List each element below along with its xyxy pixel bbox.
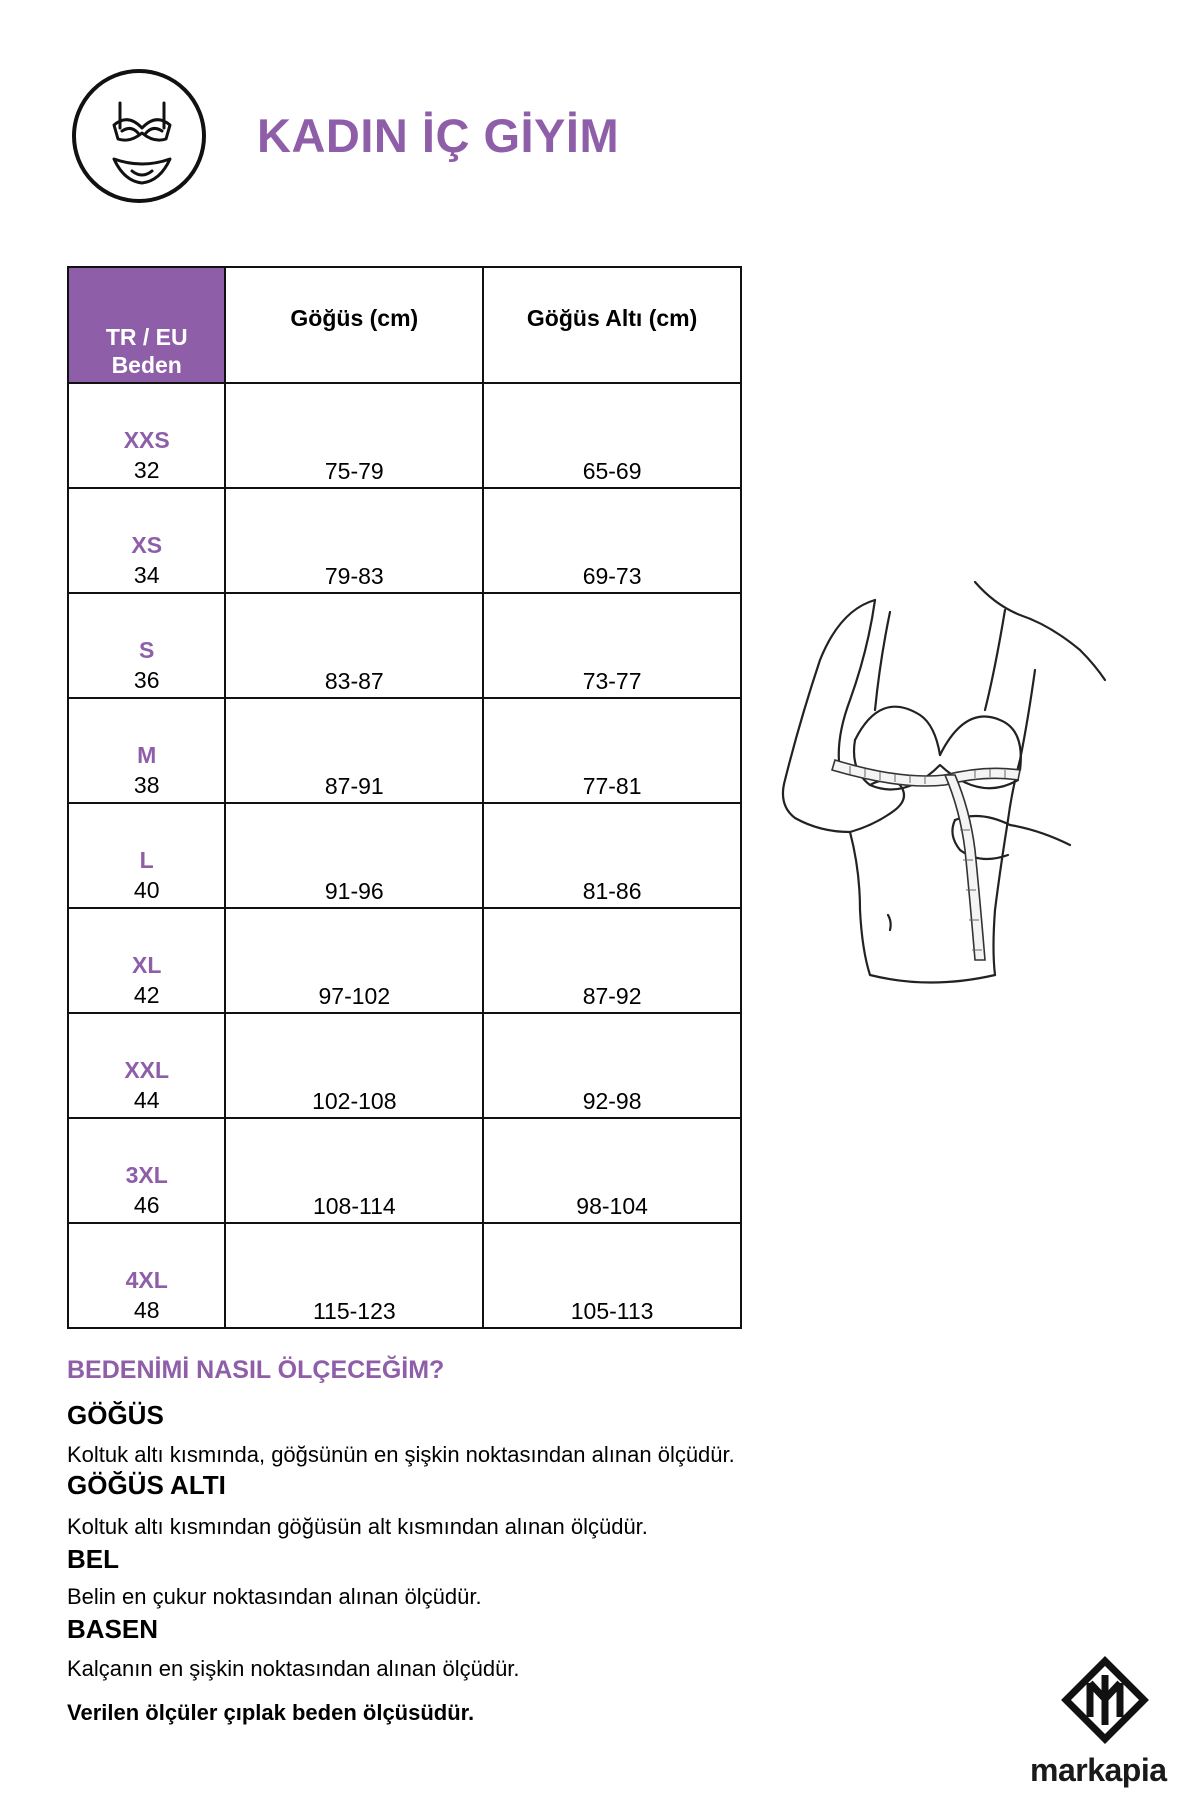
size-label: 3XL <box>125 1162 168 1188</box>
underbust-cell: 65-69 <box>483 383 741 488</box>
table-row <box>68 803 741 908</box>
lingerie-icon <box>72 69 206 203</box>
underbust-column-header: Göğüs Altı (cm) <box>483 267 741 383</box>
brand-logo-icon <box>1060 1655 1150 1750</box>
size-cell <box>68 488 225 593</box>
size-label: S <box>139 637 155 663</box>
chest-cell: 75-79 <box>225 383 483 488</box>
underbust-cell: 73-77 <box>483 593 741 698</box>
desc-waist: Belin en çukur noktasından alınan ölçüdür. <box>67 1584 482 1609</box>
size-label: 4XL <box>125 1267 168 1293</box>
underbust-cell: 77-81 <box>483 698 741 803</box>
size-column-header <box>68 267 225 383</box>
table-row <box>68 1013 741 1118</box>
howto-title: BEDENİMİ NASIL ÖLÇECEĞİM? <box>67 1356 445 1384</box>
table-header-row <box>68 267 741 383</box>
term-waist: BEL <box>67 1544 119 1574</box>
term-chest: GÖĞÜS <box>67 1400 164 1430</box>
underbust-cell: 87-92 <box>483 908 741 1013</box>
measurement-note: Verilen ölçüler çıplak beden ölçüsüdür. <box>67 1700 475 1725</box>
size-label: XL <box>132 952 162 978</box>
underbust-cell: 98-104 <box>483 1118 741 1223</box>
size-cell <box>68 698 225 803</box>
size-number: 34 <box>133 562 160 588</box>
size-number: 36 <box>133 667 160 693</box>
size-label: XXS <box>123 427 170 453</box>
size-cell <box>68 1118 225 1223</box>
page-title: KADIN İÇ GİYİM <box>257 109 620 162</box>
chest-cell: 97-102 <box>225 908 483 1013</box>
underbust-cell: 105-113 <box>483 1223 741 1328</box>
chest-cell: 102-108 <box>225 1013 483 1118</box>
table-row <box>68 488 741 593</box>
chest-cell: 83-87 <box>225 593 483 698</box>
size-cell <box>68 593 225 698</box>
size-cell <box>68 803 225 908</box>
size-label: L <box>139 847 154 873</box>
size-label: XXL <box>124 1057 170 1083</box>
chest-cell: 91-96 <box>225 803 483 908</box>
desc-chest: Koltuk altı kısmında, göğsünün en şişkin noktasından alınan ölçüdür. <box>67 1442 735 1467</box>
chest-cell: 87-91 <box>225 698 483 803</box>
table-row <box>68 698 741 803</box>
table-row <box>68 383 741 488</box>
table-row <box>68 593 741 698</box>
chest-cell: 108-114 <box>225 1118 483 1223</box>
size-cell <box>68 383 225 488</box>
size-number: 38 <box>133 772 160 798</box>
chest-cell: 115-123 <box>225 1223 483 1328</box>
size-header-line1: TR / EU <box>105 324 188 350</box>
size-number: 40 <box>133 877 160 903</box>
size-cell <box>68 1013 225 1118</box>
brand-name: markapia <box>1030 1752 1167 1788</box>
size-number: 44 <box>133 1087 160 1113</box>
underbust-cell: 69-73 <box>483 488 741 593</box>
size-number: 32 <box>133 457 160 483</box>
size-table <box>67 266 742 1329</box>
size-number: 48 <box>133 1297 160 1323</box>
size-number: 42 <box>133 982 160 1008</box>
chest-cell: 79-83 <box>225 488 483 593</box>
desc-underbust: Koltuk altı kısmından göğüsün alt kısmından alınan ölçüdür. <box>67 1514 648 1539</box>
size-cell <box>68 1223 225 1328</box>
size-cell <box>68 908 225 1013</box>
size-header-line2: Beden <box>111 352 182 378</box>
table-row <box>68 1118 741 1223</box>
measuring-tape-illustration <box>780 570 1130 995</box>
table-row <box>68 908 741 1013</box>
term-underbust: GÖĞÜS ALTI <box>67 1470 226 1500</box>
term-hip: BASEN <box>67 1614 159 1644</box>
chest-column-header: Göğüs (cm) <box>225 267 483 383</box>
table-row <box>68 1223 741 1328</box>
size-label: XS <box>131 532 163 558</box>
desc-hip: Kalçanın en şişkin noktasından alınan ölçüdür. <box>67 1656 520 1681</box>
size-label: M <box>137 742 157 768</box>
underbust-cell: 81-86 <box>483 803 741 908</box>
underbust-cell: 92-98 <box>483 1013 741 1118</box>
size-number: 46 <box>133 1192 160 1218</box>
